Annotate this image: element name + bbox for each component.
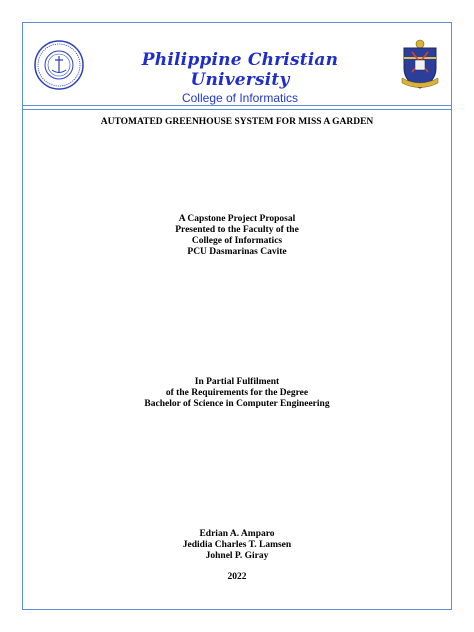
proposal-statement (22, 214, 452, 258)
fulfilment-line: In Partial Fulfilment (194, 377, 280, 387)
proposal-line: A Capstone Project Proposal (178, 214, 296, 224)
fulfilment-line: of the Requirements for the Degree (165, 388, 309, 398)
document-title: AUTOMATED GREENHOUSE SYSTEM FOR MISS A GARDEN (100, 117, 374, 127)
proposal-line: College of Informatics (191, 236, 283, 246)
fulfilment-statement (22, 377, 452, 410)
header-divider-top (22, 105, 452, 106)
college-crest-icon (398, 38, 442, 92)
author-name: Jedidia Charles T. Lamsen (182, 540, 292, 550)
proposal-line: Presented to the Faculty of the (175, 225, 299, 235)
author-list (22, 529, 452, 562)
document-year: 2022 (227, 572, 247, 582)
header-divider-bottom (22, 109, 452, 110)
document-header (90, 50, 390, 106)
fulfilment-line: Bachelor of Science in Computer Engineering (144, 399, 330, 409)
university-seal-icon (34, 40, 84, 90)
proposal-line: PCU Dasmarinas Cavite (187, 247, 287, 257)
page-border (22, 22, 452, 610)
university-name: Philippine Christian University (141, 50, 339, 90)
author-name: Johnel P. Giray (205, 551, 269, 561)
author-name: Edrian A. Amparo (199, 529, 275, 539)
college-name: College of Informatics (181, 91, 299, 105)
